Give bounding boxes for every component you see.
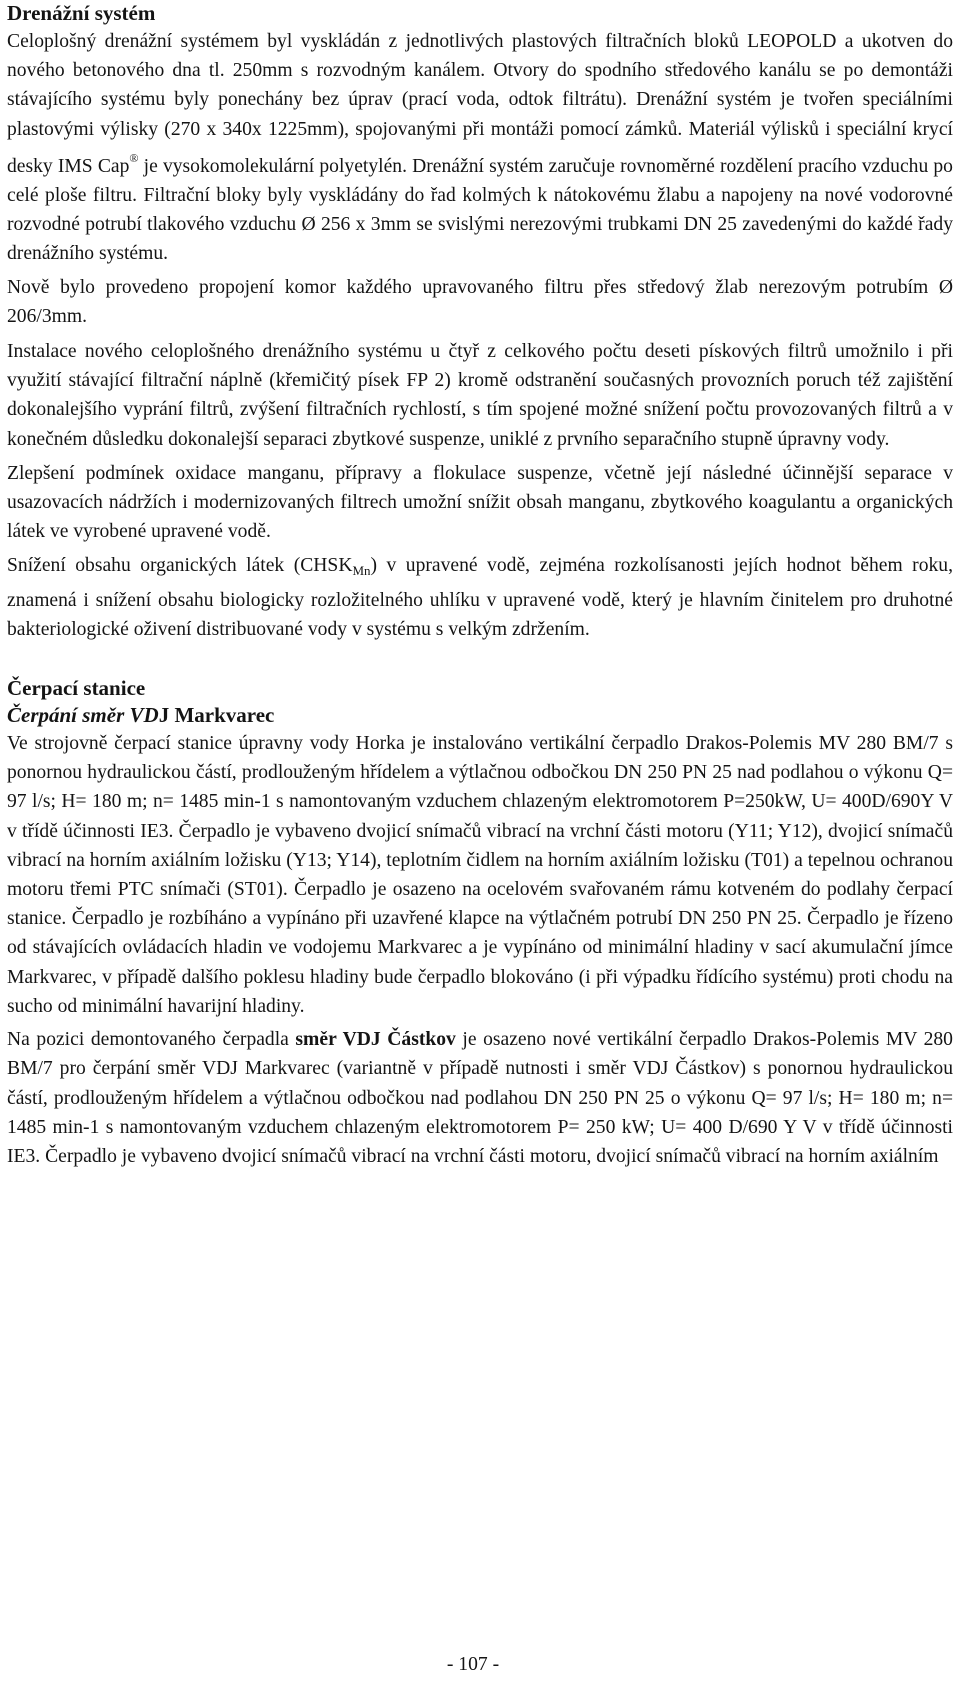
paragraph-oxidation-improvement: Zlepšení podmínek oxidace manganu, přípravy a flokulace suspenze, včetně její následné účinnější separace v usazovacích nádržích i modernizovaných filtrech umožní snížit obsah manganu, zbytkového koagulantu a organických látek ve vyrobené upravené vodě.	[7, 462, 953, 543]
paragraph-text-continued: je vysokomolekulární polyetylén. Drenážní systém zaručuje rovnoměrné rozdělení pracího vzduchu po celé ploše filtru. Filtrační bloky byly vyskládány do řad kolmých k nátokovému žlabu a napojeny na nové vodorovné rozvodné potrubí tlakového vzduchu Ø 256 x 3mm se svislými nerezovými trubkami DN 25 zavedenými do každé řady drenážního systému.	[7, 155, 953, 265]
registered-mark: ®	[129, 150, 139, 165]
paragraph-installation-benefits: Instalace nového celoplošného drenážního systému u čtyř z celkového počtu deseti pískových filtrů umožnilo i při využití stávající filtrační náplně (křemičitý písek FP 2) kromě odstranění současných provozních poruch též zajištění dokonalejšího vyprání filtrů, zvýšení filtračních rychlostí, s tím spojené možné snížení počtu provozovaných filtrů a v konečném důsledku dokonalejší separaci zbytkové suspenze, uniklé z prvního separačního stupně úpravny vody.	[7, 341, 953, 450]
paragraph-chamber-connection: Nově bylo provedeno propojení komor každého upravovaného filtru přes středový žlab nerezovým potrubím Ø 206/3mm.	[7, 276, 953, 327]
paragraph-organic-reduction	[7, 551, 953, 644]
paragraph-text: Snížení obsahu organických látek (CHSK	[7, 555, 353, 577]
paragraph-text: Celoplošný drenážní systémem byl vyskládán z jednotlivých plastových filtračních bloků LEOPOLD a ukotven do nového betonového dna tl. 250mm s rozvodným kanálem. Otvory do spodního středového kanálu se po demontáži stávajícího systému byly ponechány bez úprav (prací voda, odtok filtrátu). Drenážní systém je tvořen speciálními plastovými výlisky (270 x 340x 1225mm), spojovanými při montáži pomocí zámků. Materiál výlisků i speciální krycí desky IMS Cap	[7, 31, 953, 177]
subscript-mn: Mn	[352, 563, 371, 579]
paragraph-text: Na pozici demontovaného čerpadla	[7, 1029, 296, 1051]
bold-direction-label: směr VDJ Částkov	[295, 1029, 456, 1051]
paragraph-text-continued: je osazeno nové vertikální čerpadlo Drakos-Polemis MV 280 BM/7 pro čerpání směr VDJ Markvarec (variantně v případě nutnosti i směr VDJ Částkov) s ponornou hydraulickou částí, prodlouženým hřídelem a výtlačnou odbočkou nad podlahou DN 250 PN 25 o výkonu Q= 97 l/s; H= 180 m; n= 1485 min-1 s namontovaným vzduchem chlazeným elektromotorem P= 250 kW; U= 400 D/690 Y V v třídě účinnosti IE3. Čerpadlo je vybaveno dvojicí snímačů vibrací na vrchní části motoru, dvojicí snímačů vibrací na horním axiálním	[7, 1029, 953, 1167]
subtitle-italic-part: Čerpání směr VD	[7, 703, 159, 728]
subsection-title-pumping-direction	[7, 702, 953, 729]
section-title-pumping-station: Čerpací stanice	[7, 676, 146, 701]
paragraph-new-pump	[7, 1025, 953, 1171]
page-number: - 107 -	[446, 1654, 500, 1675]
subtitle-plain-part: J Markvarec	[158, 703, 275, 728]
document-page	[7, 0, 953, 1171]
paragraph-pump-description: Ve strojovně čerpací stanice úpravny vody Horka je instalováno vertikální čerpadlo Drakos-Polemis MV 280 BM/7 s ponornou hydraulickou částí, prodlouženým hřídelem a výtlačnou odbočkou DN 250 PN 25 nad podlahou o výkonu Q= 97 l/s; H= 180 m; n= 1485 min-1 s namontovaným vzduchem chlazeným elektromotorem P=250kW, U= 400D/690Y V v třídě účinnosti IE3. Čerpadlo je vybaveno dvojicí snímačů vibrací na vrchní části motoru (Y11; Y12), dvojicí snímačů vibrací na horním axiálním ložisku (Y13; Y14), teplotním čidlem na horním axiálním ložisku (T01) a tepelnou ochranou motoru třemi PTC snímači (ST01). Čerpadlo je osazeno na ocelovém svařovaném rámu kotveném do podlahy čerpací stanice. Čerpadlo je rozbíháno a vypínáno při uzavřené klapce na výtlačném potrubí DN 250 PN 25. Čerpadlo je řízeno od stávajících ovládacích hladin ve vodojemu Markvarec a je vypínáno od minimální hladiny v sací akumulační jímce Markvarec, v případě dalšího poklesu hladiny bude čerpadlo blokováno (i při výpadku řídícího systému) proti chodu na sucho od minimální havarijní hladiny.	[7, 733, 953, 1017]
paragraph-text-continued: ) v upravené vodě, zejména rozkolísanosti jejích hodnot během roku, znamená i snížení obsahu biologicky rozložitelného uhlíku v upravené vodě, který je hlavním činitelem pro druhotné bakteriologické oživení distribuované vody v systému s velkým zdržením.	[7, 555, 953, 640]
section-title-drainage: Drenážní systém	[7, 1, 156, 25]
paragraph-drainage-description	[7, 27, 953, 269]
